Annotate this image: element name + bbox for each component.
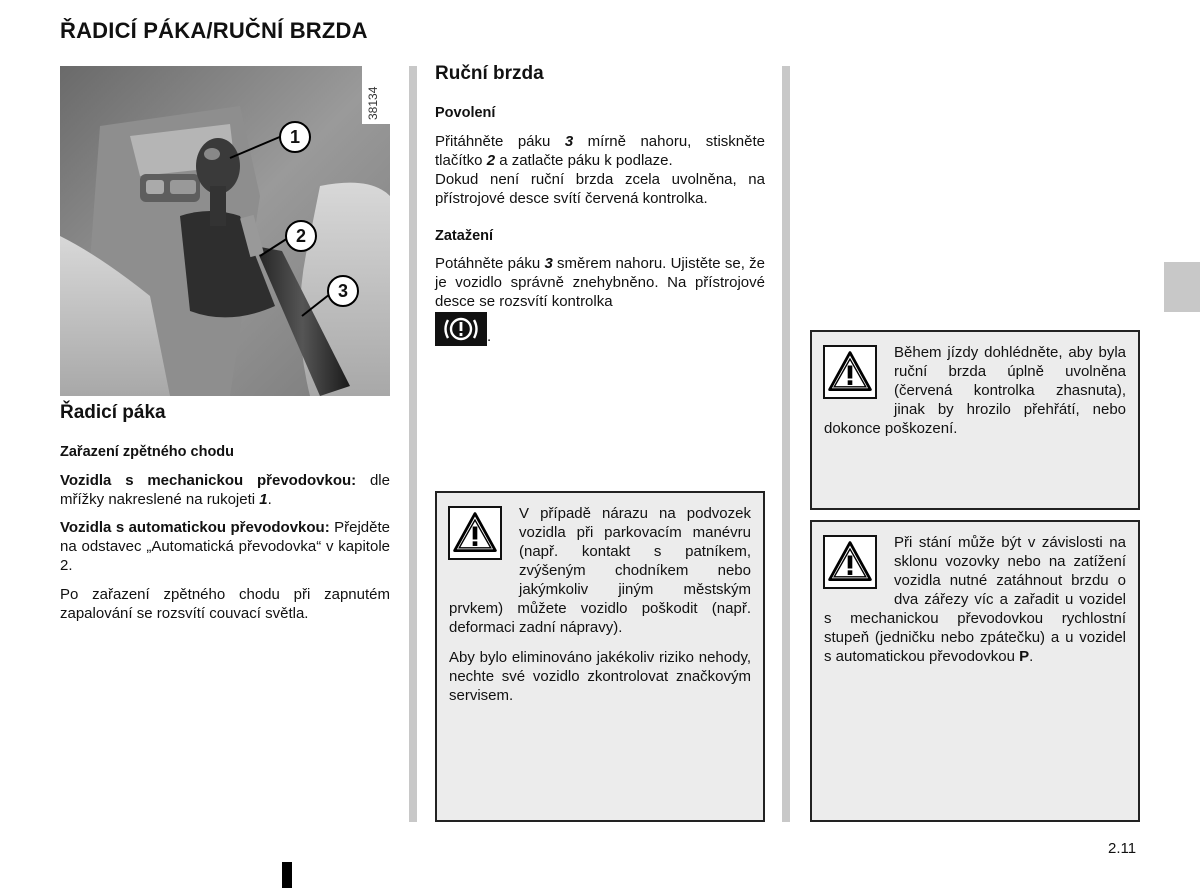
brake-lamp-line: . bbox=[435, 312, 491, 346]
footer-mark bbox=[282, 862, 292, 888]
release-paragraph: Přitáhněte páku 3 mírně nahoru, stiskněte tlačítko 2 a zatlačte páku k podlaze. bbox=[435, 133, 765, 169]
column-divider-left bbox=[409, 66, 417, 822]
slope-parking-warning-box bbox=[810, 520, 1140, 822]
callout-3: 3 bbox=[327, 275, 359, 307]
reverse-gear-subheading: Zařazení zpětného chodu bbox=[60, 444, 235, 460]
parking-brake-warning-lamp-icon bbox=[435, 312, 487, 346]
release-subheading: Povolení bbox=[435, 105, 496, 121]
page-number: 2.11 bbox=[1108, 840, 1137, 857]
manual-gearbox-paragraph: Vozidla s mechanickou převodovkou: dle mřížky nakreslené na rukojeti 1. bbox=[60, 472, 390, 508]
callout-2: 2 bbox=[285, 220, 317, 252]
parking-impact-warning-text: V případě nárazu na podvozek vozidla při parkovacím manévru (např. kontakt s patníkem, zvýšeným chodníkem nebo jakýmkoliv jiným městským prvkem) můžete vozidlo poškodit (např. deformaci zadní nápravy). bbox=[449, 505, 751, 636]
apply-subheading: Zatažení bbox=[435, 228, 494, 244]
warning-lamp-paragraph: Dokud není ruční brzda zcela uvolněna, na přístrojové desce svítí červená kontrolka. bbox=[435, 171, 765, 207]
gear-lever-handbrake-photo bbox=[60, 66, 390, 396]
chapter-side-tab bbox=[1164, 262, 1200, 312]
handbrake-release-warning-text: Během jízdy dohlédněte, aby byla ruční brzda úplně uvolněna (červená kontrolka zhasnuta), jinak by hrozilo přehřátí, nebo dokonce poškození. bbox=[824, 344, 1126, 437]
parking-impact-warning-box bbox=[435, 491, 765, 822]
callout-1: 1 bbox=[279, 121, 311, 153]
image-reference-code: 38134 bbox=[366, 86, 380, 120]
gear-lever-heading: Řadicí páka bbox=[60, 402, 166, 423]
automatic-gearbox-paragraph: Vozidla s automatickou převodovkou: Přejděte na odstavec „Automatická převodovka“ v kapitole 2. bbox=[60, 519, 390, 574]
handbrake-heading: Ruční brzda bbox=[435, 63, 544, 84]
slope-parking-warning-text: Při stání může být v závislosti na sklonu vozovky nebo na zatížení vozidla nutné zatáhnout brzdu o dva zářezy víc a zařadit u vozidel s mechanickou převodovkou rychlostní stupeň (jedničku nebo zpátečku) a u vozidel s automatickou převodovkou P. bbox=[824, 534, 1126, 665]
reversing-lights-paragraph: Po zařazení zpětného chodu při zapnutém zapalování se rozsvítí couvací světla. bbox=[60, 586, 390, 622]
parking-impact-warning-advice: Aby bylo eliminováno jakékoliv riziko nehody, nechte své vozidlo zkontrolovat značkovým servisem. bbox=[449, 649, 751, 704]
page-title: ŘADICÍ PÁKA/RUČNÍ BRZDA bbox=[60, 18, 368, 43]
handbrake-release-warning-box bbox=[810, 330, 1140, 510]
column-divider-right bbox=[782, 66, 790, 822]
apply-paragraph: Potáhněte páku 3 směrem nahoru. Ujistěte se, že je vozidlo správně znehybněno. Na přístrojové desce se rozsvítí kontrolka bbox=[435, 255, 765, 310]
